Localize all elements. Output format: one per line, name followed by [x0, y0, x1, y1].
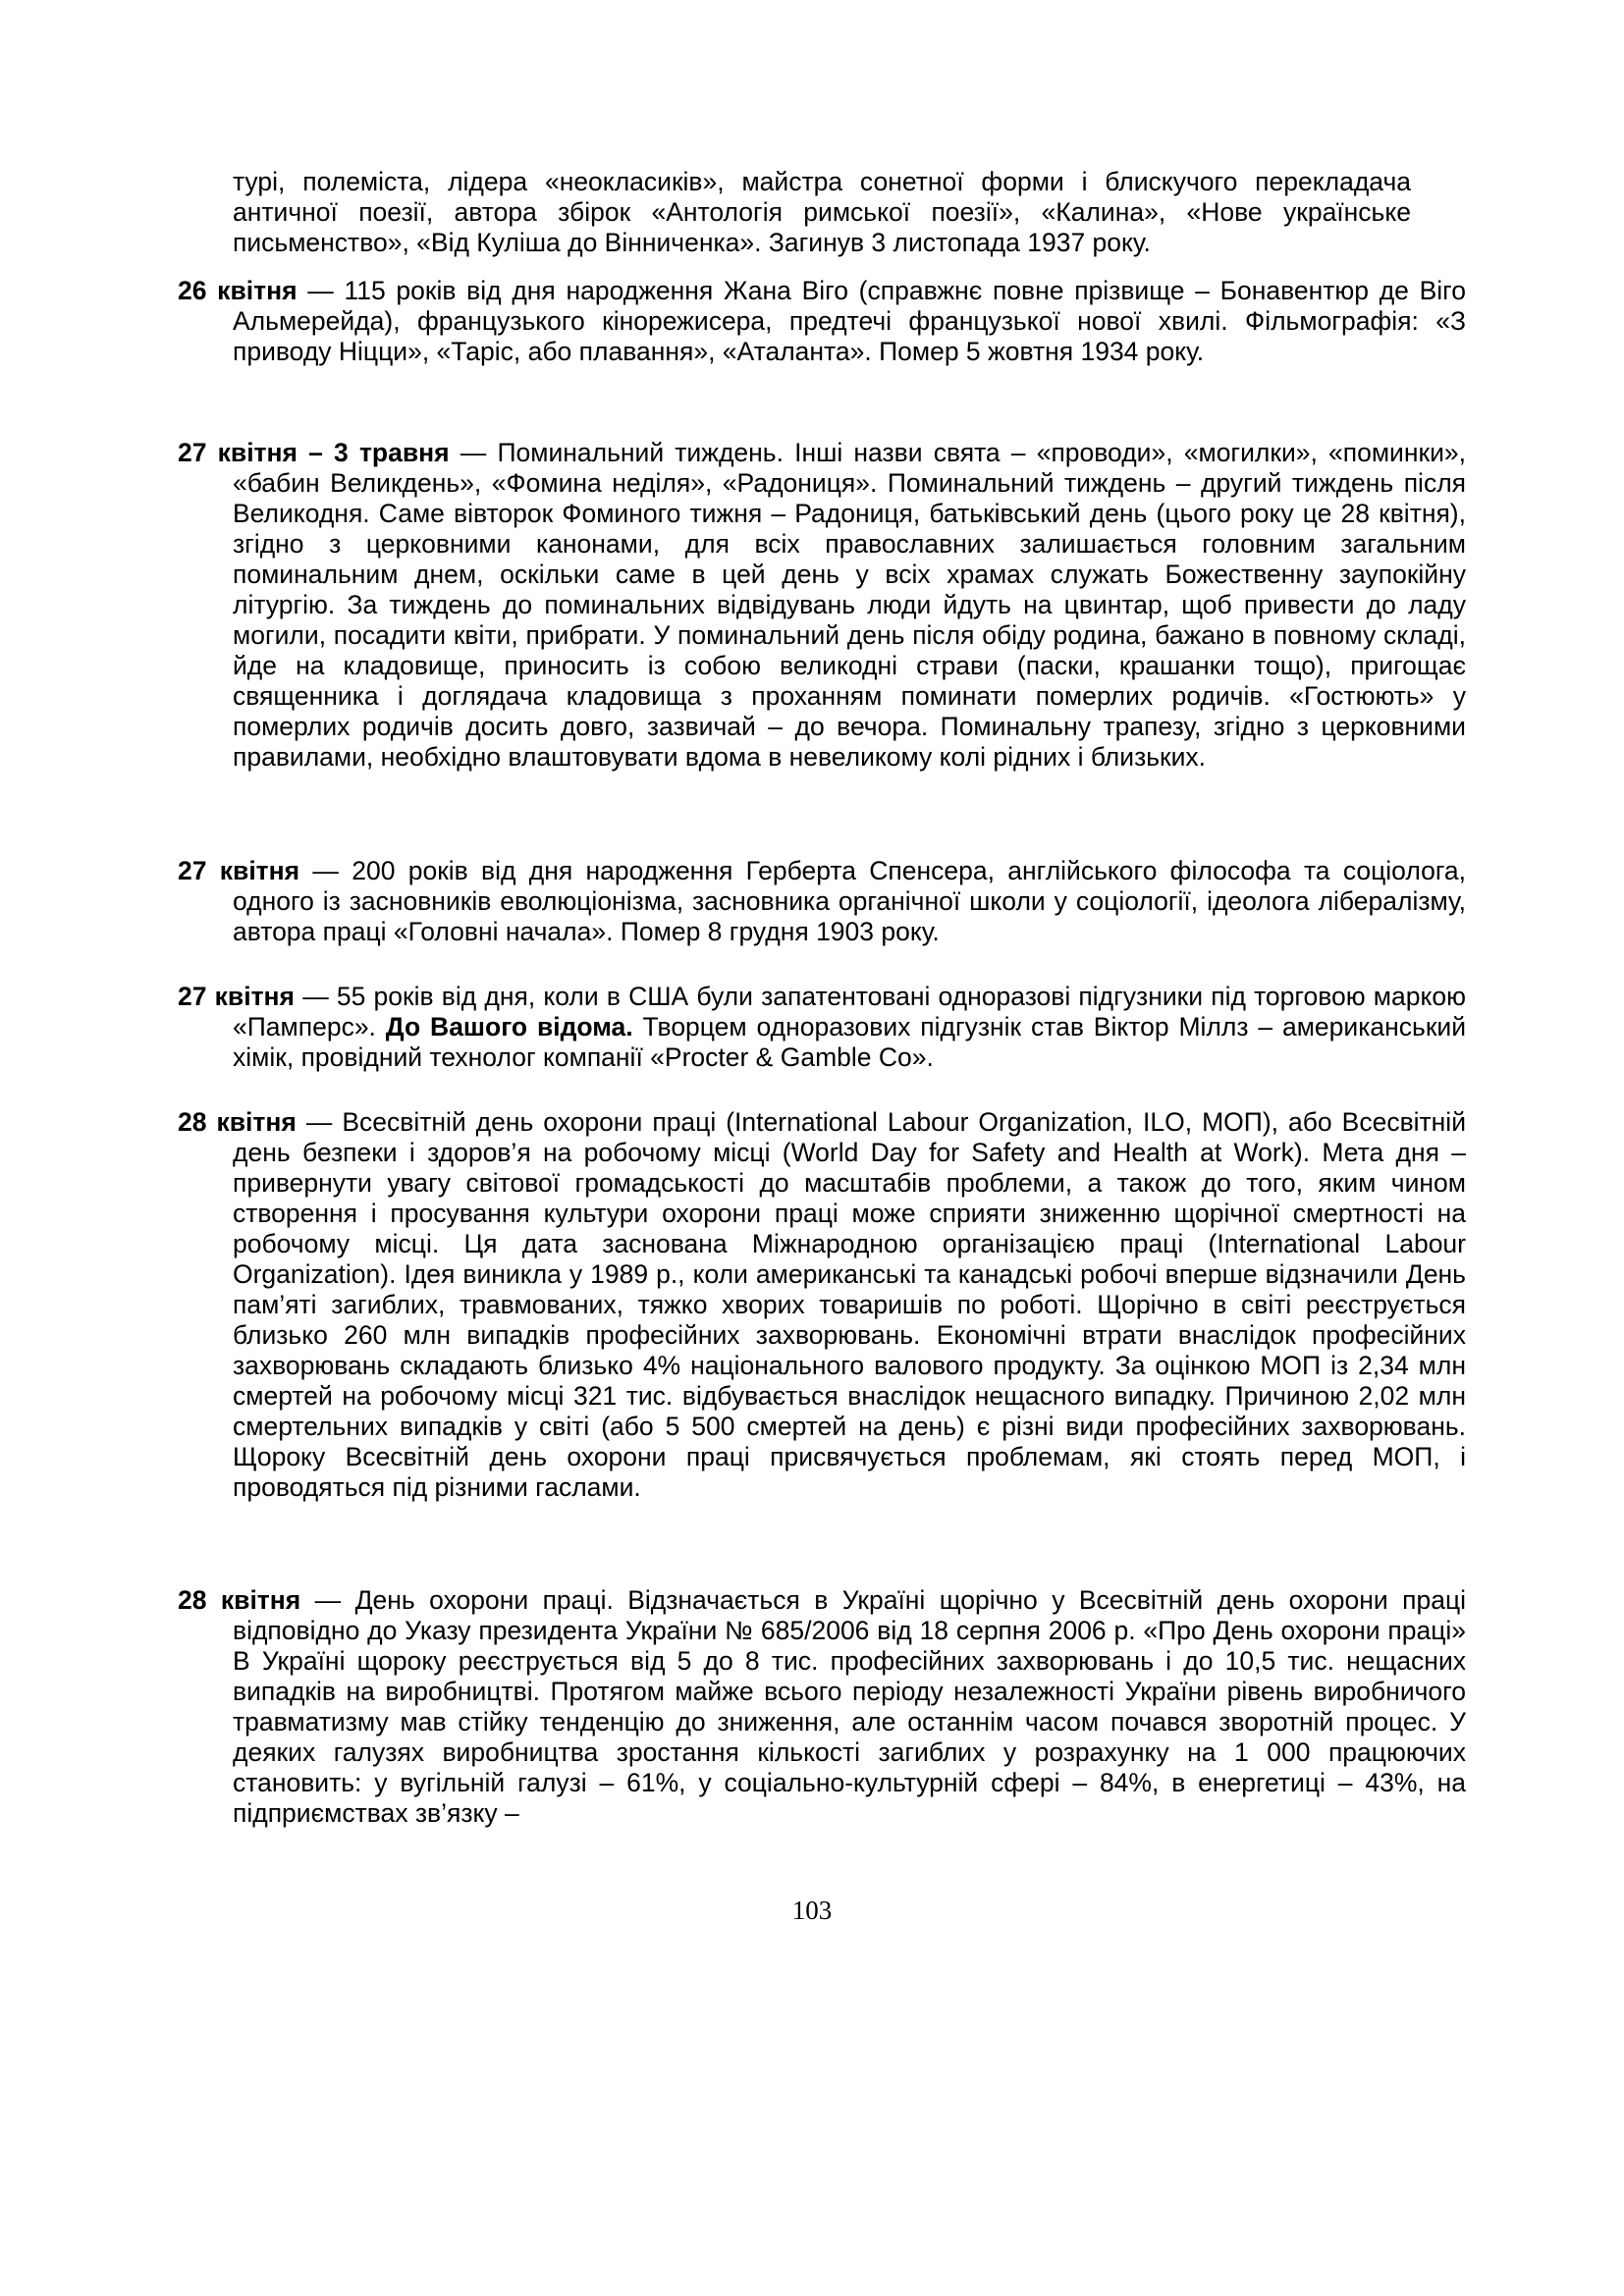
entry-28-april-world-day [178, 1107, 1466, 1503]
entry-text: — Всесвітній день охорони праці (International Labour Organization, ILO, МОП), або Всесвітній день безпеки і здоров’я на робочому місці (World Day for Safety and Health at Work). Мета дня – привернути увагу світової громадськості до масштабів проблеми, а також до того, яким чином створення і просування культури охорони праці може сприяти зниженню щорічної смертності на робочому місці. Ця дата заснована Міжнародною організацією праці (International Labour Organization). Ідея виникла у 1989 р., коли американські та канадські робочі вперше відзначили День пам’яті загиблих, травмованих, тяжко хворих товаришів по роботі. Щорічно в світі реєструється близько 260 млн випадків професійних захворювань. Економічні втрати внаслідок професійних захворювань складають близько 4% національного валового продукту. За оцінкою МОП із 2,34 млн смертей на робочому місці 321 тис. відбувається внаслідок нещасного випадку. Причиною 2,02 млн смертельних випадків у світі (або 5 500 смертей на день) є різні види професійних захворювань. Щороку Всесвітній день охорони праці присвячується проблемам, які стоять перед МОП, і проводяться під різними гаслами. [233, 1107, 1466, 1502]
entry-27-april-pampers [178, 982, 1466, 1073]
entry-28-april-ukraine [178, 1585, 1466, 1829]
entry-bold-phrase: До Вашого відома. [385, 1012, 633, 1041]
entry-date: 28 квітня [178, 1107, 297, 1137]
entry-text: — 55 років від дня, коли в США були запатентовані одноразові підгузники під торговою маркою «Памперс». [233, 982, 1467, 1041]
entry-26-april [178, 276, 1466, 367]
entry-text: — 200 років від дня народження Герберта Спенсера, англійського філософа та соціолога, одного із засновників еволюціонізма, засновника органічної школи у соціології, ідеолога лібералізму, автора праці «Головні начала». Помер 8 грудня 1903 року. [233, 856, 1467, 946]
continuation-paragraph: турі, полеміста, лідера «неокласиків», майстра сонетної форми і блискучого перекладача античної поезії, автора збірок «Антологія римської поезії», «Калина», «Нове українське письменство», «Від Куліша до Вінниченка». Загинув 3 листопада 1937 року. [233, 167, 1411, 257]
entry-date: 26 квітня [178, 276, 298, 305]
entry-date: 27 квітня [178, 856, 300, 885]
page-number: 103 [791, 1896, 833, 1925]
entry-text: — 115 років від дня народження Жана Віго (справжнє повне прізвище – Бонавентюр де Віго Альмерейда), французького кінорежисера, предтечі французької нової хвилі. Фільмографія: «З приводу Ніцци», «Таріс, або плавання», «Аталанта». Помер 5 жовтня 1934 року. [233, 276, 1466, 366]
entry-date: 27 квітня [178, 982, 296, 1011]
entry-text: — День охорони праці. Відзначається в Україні щорічно у Всесвітній день охорони праці відповідно до Указу президента України № 685/2006 від 18 серпня 2006 р. «Про День охорони праці» В Україні щороку реєструється від 5 до 8 тис. професійних захворювань і до 10,5 тис. нещасних випадків на виробництві. Протягом майже всього періоду незалежності України рівень виробничого травматизму мав стійку тенденцію до зниження, але останнім часом почався зворотній процес. У деяких галузях виробництва зростання кількості загиблих у розрахунку на 1 000 працюючих становить: у вугільній галузі – 61%, у соціально-культурній сфері – 84%, в енергетиці – 43%, на підприємствах зв’язку – [233, 1585, 1467, 1828]
entry-text-after: Творцем одноразових підгузнік став Віктор Міллз – американський хімік, провідний технолог компанії «Procter & Gamble Co». [233, 1012, 1467, 1072]
entry-27-april-3-may [178, 438, 1466, 773]
entry-date: 28 квітня [178, 1585, 301, 1615]
entry-27-april-spencer [178, 856, 1466, 947]
entry-date: 27 квітня – 3 травня [178, 438, 450, 467]
entry-text: — Поминальний тиждень. Інші назви свята – «проводи», «могилки», «поминки», «бабин Великдень», «Фомина неділя», «Радониця». Поминальний тиждень – другий тиждень після Великодня. Саме вівторок Фоминого тижня – Радониця, батьківський день (цього року це 28 квітня), згідно з церковними канонами, для всіх православних залишається головним загальним поминальним днем, оскільки саме в цей день у всіх храмах служать Божественну заупокійну літургію. За тиждень до поминальних відвідувань люди йдуть на цвинтар, щоб привести до ладу могили, посадити квіти, прибрати. У поминальний день після обіду родина, бажано в повному складі, йде на кладовище, приносить із собою великодні страви (паски, крашанки тощо), пригощає священника і доглядача кладовища з проханням поминати померлих родичів. «Гостюють» у померлих родичів досить довго, зазвичай – до вечора. Поминальну трапезу, згідно з церковними правилами, необхідно влаштовувати вдома в невеликому колі рідних і близьких. [233, 438, 1466, 772]
